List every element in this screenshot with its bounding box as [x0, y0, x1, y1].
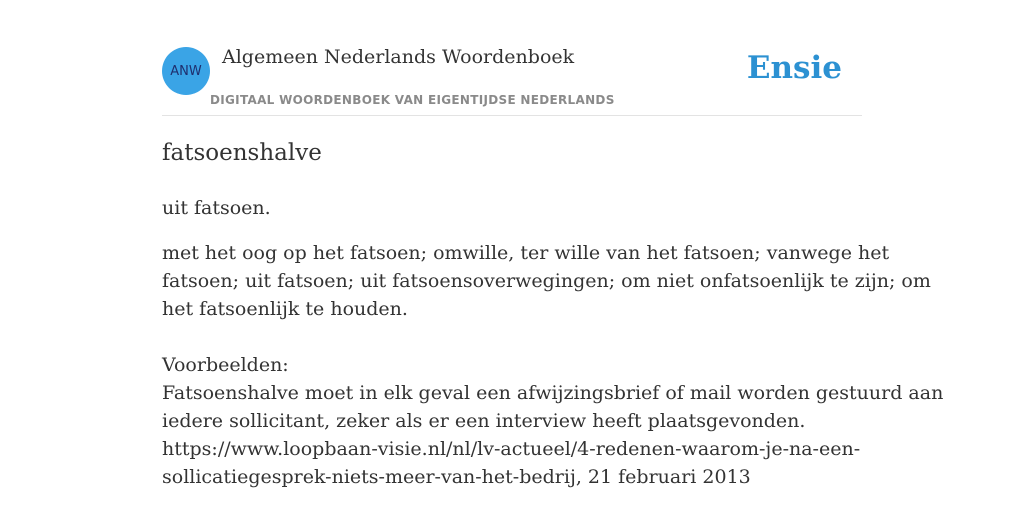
definition-line: met het oog op het fatsoen; omwille, ter wille van het fatsoen; vanwege het [162, 242, 890, 264]
anw-logo[interactable] [162, 47, 210, 95]
dictionary-subtitle: DIGITAAL WOORDENBOEK VAN EIGENTIJDSE NEDERLANDS [210, 93, 615, 107]
dictionary-title[interactable]: Algemeen Nederlands Woordenboek [222, 46, 575, 68]
entry-card [162, 0, 944, 512]
entry-headword: fatsoenshalve [162, 140, 322, 166]
definition-line: het fatsoenlijk te houden. [162, 298, 408, 320]
entry-origin: uit fatsoen. [162, 197, 271, 219]
example-line: Fatsoenshalve moet in elk geval een afwijzingsbrief of mail worden gestuurd aan [162, 382, 944, 404]
ensie-brand-logo[interactable]: Ensie [746, 50, 842, 86]
example-source-line: https://www.loopbaan-visie.nl/nl/lv-actueel/4-redenen-waarom-je-na-een- [162, 438, 861, 460]
paragraph-gap [162, 323, 862, 351]
definition-line: fatsoen; uit fatsoen; uit fatsoensoverwegingen; om niet onfatsoenlijk te zijn; om [162, 270, 931, 292]
example-source-line: sollicatiegesprek-niets-meer-van-het-bedrij, 21 februari 2013 [162, 466, 751, 488]
examples-label: Voorbeelden: [162, 354, 289, 376]
example-line: iedere sollicitant, zeker als er een interview heeft plaatsgevonden. [162, 410, 806, 432]
header [162, 0, 862, 116]
anw-logo-text: ANW [170, 63, 202, 79]
entry-definition [162, 239, 944, 491]
